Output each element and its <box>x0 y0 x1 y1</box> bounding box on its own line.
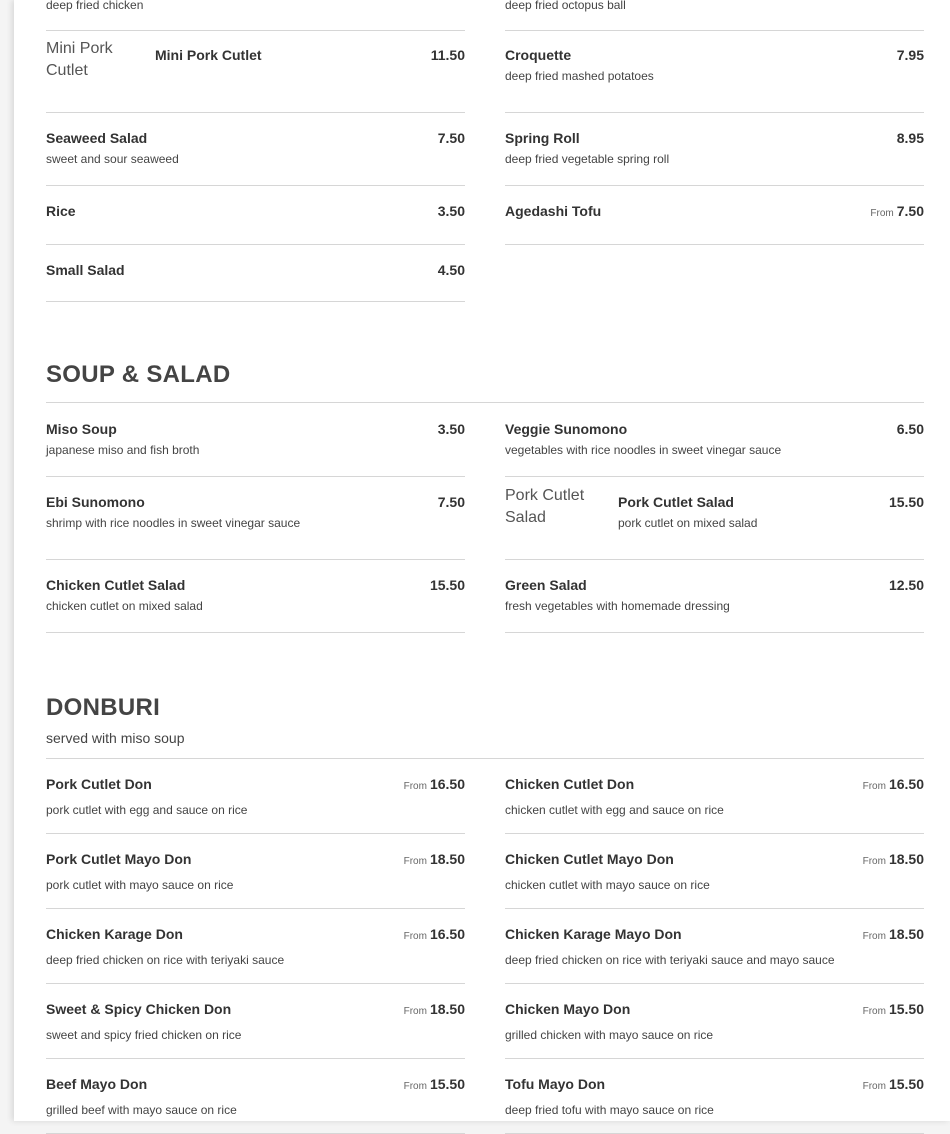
item-price <box>404 926 465 945</box>
soup-salad-right-column <box>505 403 924 633</box>
item-image: Mini Pork Cutlet <box>46 40 113 79</box>
menu-item-ebi-sunomono[interactable] <box>46 477 465 560</box>
from-label: From <box>862 781 886 792</box>
from-label: From <box>862 1081 886 1092</box>
section-title: SOUP & SALAD <box>46 361 231 388</box>
item-description: pork cutlet on mixed salad <box>618 516 758 530</box>
price-value: 18.50 <box>429 851 465 867</box>
item-name: Seaweed Salad <box>46 130 148 146</box>
item-description: deep fried chicken on rice with teriyaki sauce and mayo sauce <box>505 953 835 967</box>
menu-item-spring-roll[interactable] <box>505 113 924 186</box>
item-price: 3.50 <box>437 203 465 219</box>
item-price <box>404 776 465 795</box>
item-name: Sweet & Spicy Chicken Don <box>46 1001 232 1017</box>
item-name: Ebi Sunomono <box>46 494 145 510</box>
menu-item-agedashi-tofu[interactable] <box>505 186 924 245</box>
item-name: Miso Soup <box>46 421 117 437</box>
item-description: pork cutlet with egg and sauce on rice <box>46 803 248 817</box>
from-label: From <box>862 1006 886 1017</box>
item-price: 12.50 <box>888 577 924 593</box>
item-price <box>863 1001 924 1020</box>
item-name: Small Salad <box>46 262 125 278</box>
item-name: Pork Cutlet Don <box>46 776 152 792</box>
donburi-left-column <box>46 759 465 1134</box>
item-description: chicken cutlet with mayo sauce on rice <box>505 878 710 892</box>
section-subtitle: served with miso soup <box>46 730 185 746</box>
item-name: Agedashi Tofu <box>505 203 602 219</box>
item-name: Chicken Cutlet Don <box>505 776 635 792</box>
menu-item-green-salad[interactable] <box>505 560 924 633</box>
menu-item-rice[interactable] <box>46 186 465 245</box>
item-price: 6.50 <box>896 421 924 437</box>
from-label: From <box>403 856 427 867</box>
item-description: deep fried chicken <box>46 0 144 12</box>
soup-salad-left-column <box>46 403 465 633</box>
section-soup-salad <box>46 361 924 633</box>
item-price <box>863 776 924 795</box>
price-value: 7.50 <box>896 203 924 219</box>
from-label: From <box>403 931 427 942</box>
item-name: Rice <box>46 203 76 219</box>
item-name: Tofu Mayo Don <box>505 1076 606 1092</box>
item-description: deep fried octopus ball <box>505 0 626 12</box>
menu-item-chicken-cutlet-don[interactable] <box>505 759 924 834</box>
menu-page <box>14 0 950 1121</box>
item-description: sweet and spicy fried chicken on rice <box>46 1028 242 1042</box>
item-description: deep fried vegetable spring roll <box>505 152 670 166</box>
item-name: Beef Mayo Don <box>46 1076 148 1092</box>
menu-item-veggie-sunomono[interactable] <box>505 403 924 477</box>
price-value: 18.50 <box>888 851 924 867</box>
item-name: Chicken Mayo Don <box>505 1001 631 1017</box>
price-value: 18.50 <box>429 1001 465 1017</box>
item-price: 15.50 <box>888 494 924 510</box>
item-price: 7.50 <box>437 130 465 146</box>
donburi-right-column <box>505 759 924 1134</box>
item-description: vegetables with rice noodles in sweet vinegar sauce <box>505 443 782 457</box>
menu-item-partial[interactable] <box>505 0 924 31</box>
item-description: chicken cutlet with egg and sauce on rice <box>505 803 724 817</box>
menu-item-miso-soup[interactable] <box>46 403 465 477</box>
item-description: grilled chicken with mayo sauce on rice <box>505 1028 714 1042</box>
item-price <box>863 1076 924 1095</box>
item-price: 7.95 <box>896 47 924 63</box>
menu-item-seaweed-salad[interactable] <box>46 113 465 186</box>
item-price: 11.50 <box>430 47 465 63</box>
section-title: DONBURI <box>46 694 161 721</box>
item-name: Veggie Sunomono <box>505 421 628 437</box>
item-description: chicken cutlet on mixed salad <box>46 599 203 613</box>
menu-item-beef-mayo-don[interactable] <box>46 1059 465 1134</box>
menu-item-chicken-karage-don[interactable] <box>46 909 465 984</box>
item-price: 4.50 <box>437 262 465 278</box>
price-value: 16.50 <box>888 776 924 792</box>
item-description: shrimp with rice noodles in sweet vinegar sauce <box>46 516 301 530</box>
menu-item-pork-cutlet-salad[interactable] <box>505 477 924 560</box>
appetizers-left-column <box>46 30 465 302</box>
section-donburi <box>46 694 924 1134</box>
item-price: 8.95 <box>896 130 924 146</box>
item-price <box>870 203 924 222</box>
menu-item-pork-cutlet-mayo-don[interactable] <box>46 834 465 909</box>
price-value: 16.50 <box>429 776 465 792</box>
from-label: From <box>403 1081 427 1092</box>
item-name: Pork Cutlet Mayo Don <box>46 851 192 867</box>
item-description: deep fried mashed potatoes <box>505 69 654 83</box>
menu-item-mini-pork-cutlet[interactable] <box>46 30 465 113</box>
appetizers-right-column <box>505 30 924 302</box>
menu-item-tofu-mayo-don[interactable] <box>505 1059 924 1134</box>
item-description: sweet and sour seaweed <box>46 152 179 166</box>
item-name: Mini Pork Cutlet <box>155 47 262 63</box>
item-price: 15.50 <box>429 577 465 593</box>
item-price <box>404 1076 465 1095</box>
menu-item-pork-cutlet-don[interactable] <box>46 759 465 834</box>
item-name: Pork Cutlet Salad <box>618 494 734 510</box>
item-description: grilled beef with mayo sauce on rice <box>46 1103 237 1117</box>
from-label: From <box>403 1006 427 1017</box>
item-name: Chicken Cutlet Mayo Don <box>505 851 674 867</box>
menu-item-chicken-cutlet-salad[interactable] <box>46 560 465 633</box>
item-price <box>404 851 465 870</box>
item-name: Spring Roll <box>505 130 580 146</box>
item-description: deep fried tofu with mayo sauce on rice <box>505 1103 714 1117</box>
menu-item-partial[interactable] <box>46 0 465 31</box>
from-label: From <box>403 781 427 792</box>
price-value: 16.50 <box>429 926 465 942</box>
item-description: deep fried chicken on rice with teriyaki sauce <box>46 953 285 967</box>
menu-item-chicken-mayo-don[interactable] <box>505 984 924 1059</box>
from-label: From <box>862 931 886 942</box>
from-label: From <box>870 208 894 219</box>
item-price: 7.50 <box>437 494 465 510</box>
item-image: Pork Cutlet Salad <box>505 487 585 526</box>
item-price <box>863 851 924 870</box>
price-value: 15.50 <box>888 1076 924 1092</box>
item-name: Chicken Karage Don <box>46 926 183 942</box>
menu-item-croquette[interactable] <box>505 30 924 113</box>
price-value: 15.50 <box>888 1001 924 1017</box>
price-value: 18.50 <box>888 926 924 942</box>
item-description: pork cutlet with mayo sauce on rice <box>46 878 234 892</box>
menu-item-sweet-and-spicy-chicken-don[interactable] <box>46 984 465 1059</box>
price-value: 15.50 <box>429 1076 465 1092</box>
item-price <box>404 1001 465 1020</box>
item-name: Green Salad <box>505 577 587 593</box>
item-price: 3.50 <box>437 421 465 437</box>
item-name: Chicken Karage Mayo Don <box>505 926 682 942</box>
item-description: fresh vegetables with homemade dressing <box>505 599 730 613</box>
item-name: Croquette <box>505 47 572 63</box>
item-description: japanese miso and fish broth <box>46 443 200 457</box>
menu-item-chicken-karage-mayo-don[interactable] <box>505 909 924 984</box>
from-label: From <box>862 856 886 867</box>
menu-item-small-salad[interactable] <box>46 245 465 302</box>
item-name: Chicken Cutlet Salad <box>46 577 186 593</box>
menu-item-chicken-cutlet-mayo-don[interactable] <box>505 834 924 909</box>
item-price <box>863 926 924 945</box>
